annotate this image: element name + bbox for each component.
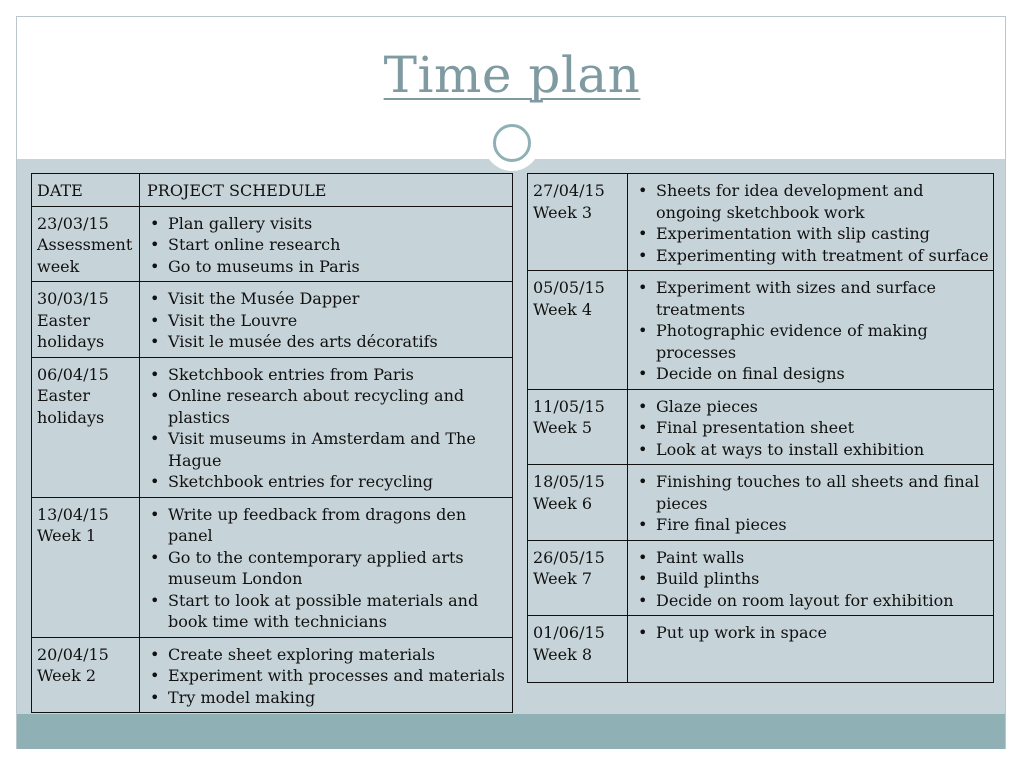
list-item: • Final presentation sheet (635, 417, 989, 439)
date-text: 27/04/15 (533, 181, 605, 200)
activity-list (147, 644, 508, 709)
period-text: Week 6 (533, 493, 593, 513)
activity-cell (628, 540, 994, 616)
header-date: DATE (32, 174, 140, 207)
table-row (528, 465, 994, 541)
period-text: holidays (37, 407, 105, 427)
period-text: week (37, 256, 80, 276)
list-item: • Look at ways to install exhibition (635, 439, 989, 461)
date-text: 05/05/15 (533, 278, 605, 297)
list-item: • Build plinths (635, 568, 989, 590)
list-item: • Sketchbook entries for recycling (147, 471, 508, 493)
activity-list (147, 364, 508, 493)
period-text: Week 4 (533, 299, 593, 319)
list-item: • Create sheet exploring materials (147, 644, 508, 666)
date-cell (32, 206, 140, 282)
date-cell (32, 497, 140, 637)
period-text: Week 7 (533, 569, 593, 588)
period-text: Week 1 (37, 526, 97, 545)
date-cell (528, 540, 628, 616)
list-item: • Visit le musée des arts décoratifs (147, 331, 508, 353)
activity-list (635, 396, 989, 461)
table-row (32, 282, 513, 358)
list-item: • Decide on room layout for exhibition (635, 590, 989, 612)
list-item: • Sketchbook entries from Paris (147, 364, 508, 386)
activity-cell (628, 271, 994, 390)
date-text: 13/04/15 (37, 504, 109, 524)
list-item: • Put up work in space (635, 622, 989, 644)
activity-list (147, 213, 508, 278)
activity-cell (628, 389, 994, 465)
activity-list (147, 504, 508, 633)
list-item: • Start online research (147, 234, 508, 256)
list-item: • Fire final pieces (635, 514, 989, 536)
list-item: • Experimentation with slip casting (635, 223, 989, 245)
activity-list (635, 547, 989, 612)
date-text: 20/04/15 (37, 644, 109, 664)
period-text: Week 2 (37, 666, 97, 685)
period-text: holidays (37, 332, 105, 351)
list-item: • Write up feedback from dragons den panel (147, 504, 508, 547)
activity-cell (140, 282, 513, 358)
list-item: • Go to the contemporary applied arts museum London (147, 547, 508, 590)
date-cell (32, 282, 140, 358)
list-item: • Start to look at possible materials and book time with technicians (147, 590, 508, 633)
schedule-table-left (31, 173, 513, 713)
activity-list (147, 288, 508, 353)
date-cell (528, 271, 628, 390)
date-cell (528, 174, 628, 271)
date-cell (32, 357, 140, 497)
date-text: 23/03/15 (37, 213, 109, 233)
table-row (32, 497, 513, 637)
activity-list (635, 622, 989, 644)
table-row (528, 174, 994, 271)
list-item: • Decide on final designs (635, 363, 989, 385)
list-item: • Visit museums in Amsterdam and The Hague (147, 428, 508, 471)
activity-cell (628, 174, 994, 271)
list-item: • Go to museums in Paris (147, 256, 508, 278)
schedule-table-right (527, 173, 994, 683)
table-row (528, 271, 994, 390)
activity-cell (140, 357, 513, 497)
date-cell (528, 465, 628, 541)
list-item: • Try model making (147, 687, 508, 709)
list-item: • Sheets for idea development and ongoing sketchbook work (635, 180, 989, 223)
activity-cell (628, 465, 994, 541)
footer-band (17, 714, 1005, 749)
activity-cell (140, 206, 513, 282)
list-item: • Visit the Louvre (147, 310, 508, 332)
list-item: • Experiment with processes and materials (147, 665, 508, 687)
circle-ring-icon (493, 124, 531, 162)
date-text: 01/06/15 (533, 623, 605, 642)
period-text: Week 3 (533, 202, 593, 222)
period-text: Easter (37, 310, 90, 330)
period-text: Week 5 (533, 418, 593, 437)
list-item: • Finishing touches to all sheets and final pieces (635, 471, 989, 514)
page-title: Time plan (383, 46, 641, 104)
list-item: • Paint walls (635, 547, 989, 569)
date-text: 26/05/15 (533, 547, 605, 567)
list-item: • Experiment with sizes and surface treatments (635, 277, 989, 320)
period-text: Assessment (37, 235, 133, 254)
date-cell (528, 616, 628, 683)
period-text: Week 8 (533, 644, 593, 664)
activity-cell (628, 616, 994, 683)
activity-list (635, 277, 989, 385)
activity-list (635, 471, 989, 536)
table-row (528, 389, 994, 465)
period-text: Easter (37, 386, 90, 405)
list-item: • Experimenting with treatment of surface (635, 245, 989, 267)
date-text: 30/03/15 (37, 289, 109, 308)
table-row (32, 206, 513, 282)
date-cell (32, 637, 140, 713)
date-cell (528, 389, 628, 465)
list-item: • Photographic evidence of making processes (635, 320, 989, 363)
list-item: • Visit the Musée Dapper (147, 288, 508, 310)
header-schedule: PROJECT SCHEDULE (140, 174, 513, 207)
list-item: • Glaze pieces (635, 396, 989, 418)
table-row (528, 540, 994, 616)
activity-cell (140, 497, 513, 637)
table-row (528, 616, 994, 683)
list-item: • Online research about recycling and plastics (147, 385, 508, 428)
list-item: • Plan gallery visits (147, 213, 508, 235)
table-row (32, 637, 513, 713)
table-row (32, 357, 513, 497)
table-header-row (32, 174, 513, 207)
date-text: 11/05/15 (533, 396, 605, 416)
date-text: 06/04/15 (37, 364, 109, 384)
date-text: 18/05/15 (533, 472, 605, 491)
activity-list (635, 180, 989, 266)
activity-cell (140, 637, 513, 713)
